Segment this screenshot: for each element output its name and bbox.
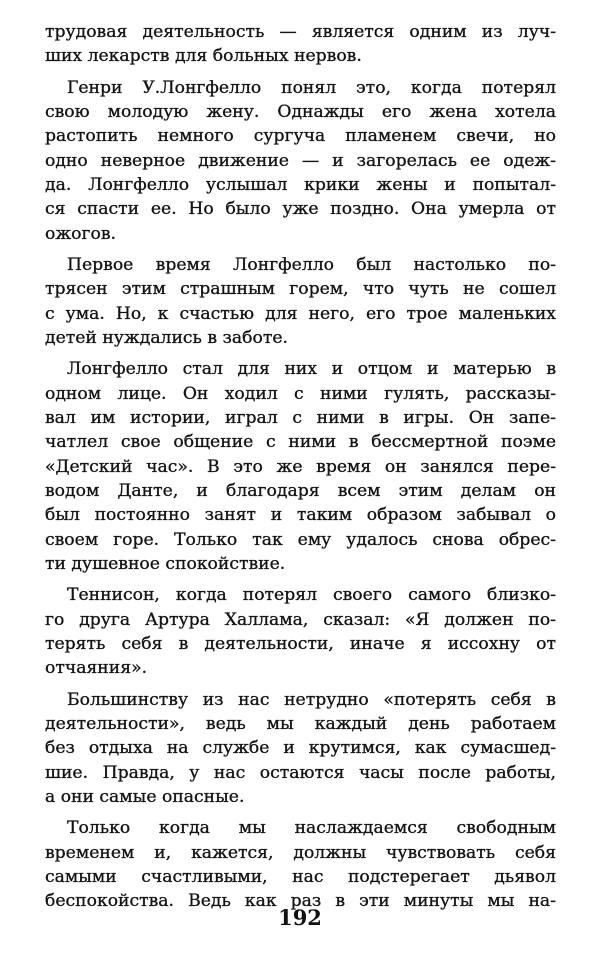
text-line: ших лекарств для больных нервов. <box>45 46 362 67</box>
page-body <box>45 20 556 914</box>
paragraph <box>45 583 556 680</box>
paragraph <box>45 20 556 69</box>
paragraph <box>45 688 556 809</box>
text-line: трудовая деятельность — является одним из луч- <box>45 22 556 42</box>
text-line: одном лице. Он ходил с ними гулять, рассказы- <box>45 383 556 404</box>
text-line: го друга Артура Халлама, сказал: «Я должен по- <box>45 609 556 630</box>
text-line: да. Лонгфелло услышал крики жены и попытал- <box>45 174 556 195</box>
text-line: растопить немного сургуча пламенем свечи, но <box>45 126 556 147</box>
text-line: свою молодую жену. Однажды его жена хотела <box>45 102 556 123</box>
text-line: деятельности», ведь мы каждый день работаем <box>45 713 556 734</box>
text-line: своем горе. Только так ему удалось снова обрес- <box>45 529 556 550</box>
text-line: Большинству из нас нетрудно «потерять себя в <box>67 689 556 710</box>
text-line: ся спасти ее. Но было уже поздно. Она умерла от <box>45 199 556 220</box>
text-line: самыми счастливыми, нас подстерегает дьявол <box>45 866 556 887</box>
text-line: терять себя в деятельности, иначе я иссохну от <box>45 633 556 654</box>
text-line: отчаяния». <box>45 658 148 679</box>
text-line: был постоянно занят и таким образом забывал о <box>45 505 556 526</box>
text-line: ожогов. <box>45 223 116 244</box>
paragraph <box>45 253 556 350</box>
text-line: Лонгфелло стал для них и отцом и матерью в <box>67 359 556 380</box>
text-line: детей нуждались в заботе. <box>45 327 288 348</box>
text-line: беспокойства. Ведь как раз в эти минуты мы на- <box>45 891 556 912</box>
text-line: трясен этим страшным горем, что чуть не сошел <box>45 279 556 300</box>
text-line: шие. Правда, у нас остаются часы после работы, <box>45 762 556 783</box>
paragraph <box>45 816 556 913</box>
text-line: а они самые опасные. <box>45 786 245 807</box>
text-line: «Детский час». В это же время он занялся пере- <box>45 456 556 477</box>
text-line: Генри У.Лонгфелло понял это, когда потерял <box>67 77 556 98</box>
text-line: Теннисон, когда потерял своего самого близко- <box>67 585 556 606</box>
text-line: водом Данте, и благодаря всем этим делам он <box>45 480 556 501</box>
text-line: чатлел свое общение с ними в бессмертной поэме <box>45 432 556 453</box>
page-number: 192 <box>278 905 322 930</box>
paragraph <box>45 76 556 246</box>
text-line: вал им истории, играл с ними в игры. Он запе- <box>45 408 556 429</box>
text-line: Первое время Лонгфелло был настолько по- <box>67 255 556 276</box>
text-line: ти душевное спокойствие. <box>45 553 286 574</box>
text-line: с ума. Но, к счастью для него, его трое маленьких <box>45 303 556 324</box>
text-line: одно неверное движение — и загорелась ее одеж- <box>45 150 556 171</box>
text-line: временем и, кажется, должны чувствовать себя <box>45 842 556 863</box>
text-line: без отдыха на службе и крутимся, как сумасшед- <box>45 738 556 759</box>
paragraph <box>45 357 556 576</box>
text-line: Только когда мы наслаждаемся свободным <box>67 818 556 839</box>
